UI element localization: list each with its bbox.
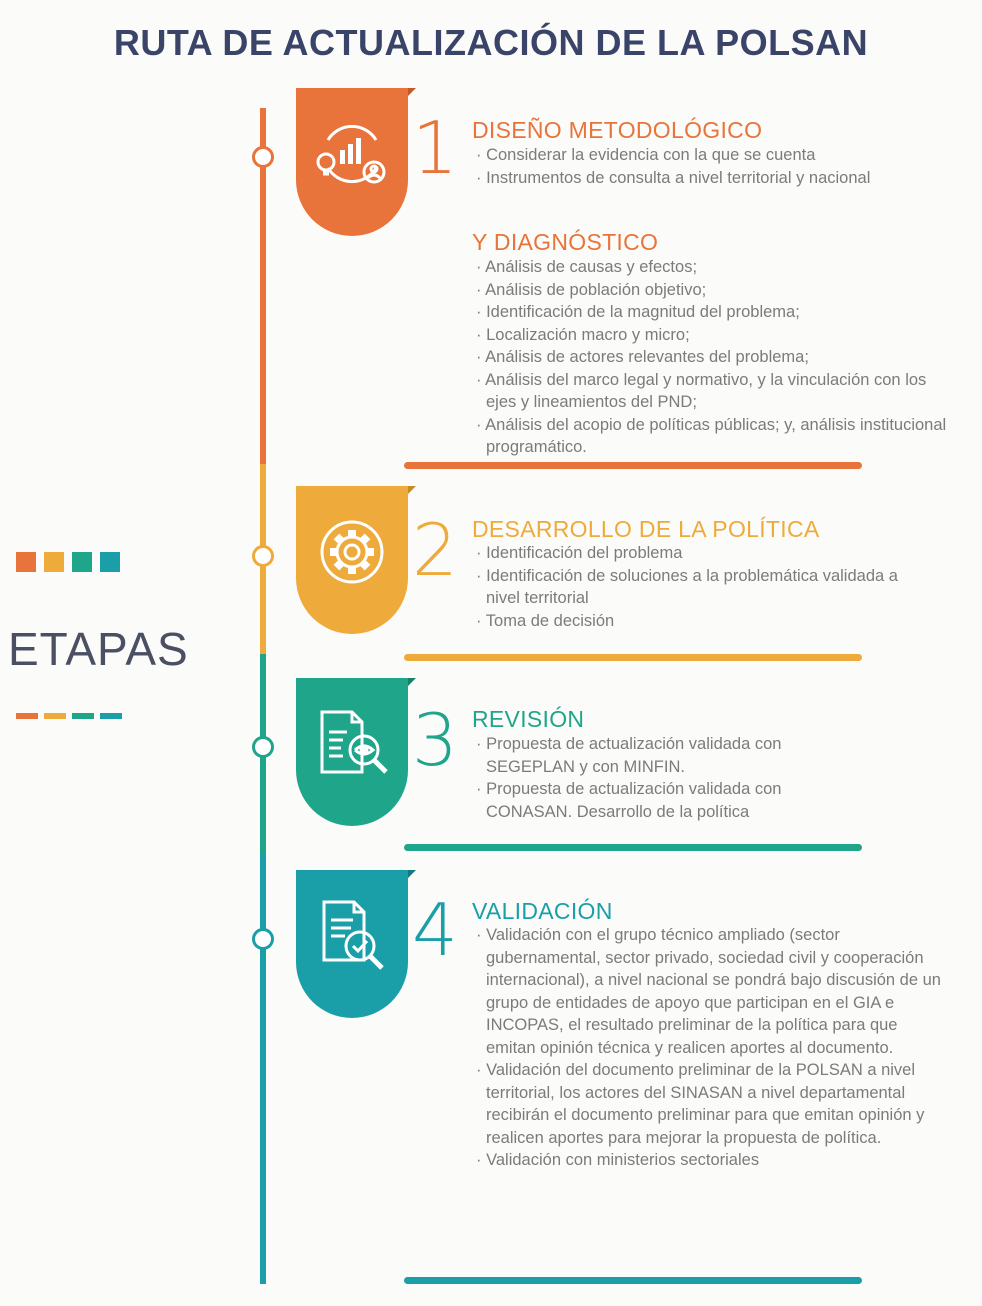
legend-dash-orange: [16, 713, 38, 719]
stage-3-number: 3: [412, 698, 458, 782]
stage-2-badge: [296, 486, 408, 634]
stage-3-divider: [404, 844, 862, 851]
list-item: · Validación del documento preliminar de la POLSAN a nivel territorial, los actores del SINASAN a nivel departamental recibirán el documento preliminar para que emitan opinión y realicen aportes para mejorar la propuesta de política.: [472, 1059, 942, 1149]
stage-3-badge: [296, 678, 408, 826]
list-item: · Análisis de actores relevantes del problema;: [472, 346, 952, 369]
stage-3-list: [472, 733, 872, 823]
stage-4-heading: VALIDACIÓN: [472, 898, 613, 924]
timeline-node-3: [252, 736, 274, 758]
legend-square-orange: [16, 552, 36, 572]
list-item: · Toma de decisión: [472, 610, 922, 633]
stage-2-divider: [404, 654, 862, 661]
list-item: · Propuesta de actualización validada con CONASAN. Desarrollo de la política: [472, 778, 872, 823]
stage-1-badge: [296, 88, 408, 236]
list-item: · Validación con el grupo técnico ampliado (sector gubernamental, sector privado, sociedad civil y cooperación internacional), a nivel nacional se pondrá bajo discusión de un grupo de entidades de apoyo que participan en el GIA e INCOPAS, el resultado preliminar de la política para que emitan opinión técnica y realicen aportes al documento.: [472, 924, 942, 1059]
stage-3-heading: REVISIÓN: [472, 706, 585, 732]
legend-dash-teal: [100, 713, 122, 719]
timeline-node-2: [252, 545, 274, 567]
list-item: · Instrumentos de consulta a nivel territorial y nacional: [472, 167, 912, 190]
stage-2-list: [472, 542, 922, 632]
list-item: · Análisis del acopio de políticas públicas; y, análisis institucional programático.: [472, 414, 952, 459]
chart-lightbulb-person-icon: [314, 116, 390, 192]
timeline-segment-4: [260, 854, 266, 1284]
document-magnifier-check-icon: [314, 898, 394, 978]
stage-4-list: [472, 924, 942, 1172]
stage-2-number: 2: [412, 508, 458, 592]
page-title: RUTA DE ACTUALIZACIÓN DE LA POLSAN: [113, 22, 869, 63]
list-item: · Análisis de población objetivo;: [472, 279, 952, 302]
list-item: · Identificación de la magnitud del problema;: [472, 301, 952, 324]
list-item: · Análisis de causas y efectos;: [472, 256, 952, 279]
stage-1-heading: DISEÑO METODOLÓGICO: [472, 117, 763, 143]
list-item: · Considerar la evidencia con la que se cuenta: [472, 144, 912, 167]
gear-icon: [314, 514, 390, 590]
list-item: · Propuesta de actualización validada con SEGEPLAN y con MINFIN.: [472, 733, 872, 778]
legend-square-green: [72, 552, 92, 572]
stage-1-subheading: Y DIAGNÓSTICO: [472, 229, 659, 255]
stage-4-divider: [404, 1277, 862, 1284]
list-item: · Análisis del marco legal y normativo, y la vinculación con los ejes y lineamientos del PND;: [472, 369, 952, 414]
list-item: · Validación con ministerios sectoriales: [472, 1149, 942, 1172]
timeline-node-1: [252, 146, 274, 168]
etapas-label: ETAPAS: [8, 623, 189, 675]
stage-1-sublist: [472, 256, 952, 459]
list-item: · Localización macro y micro;: [472, 324, 952, 347]
list-item: · Identificación de soluciones a la problemática validada a nivel territorial: [472, 565, 922, 610]
legend-square-teal: [100, 552, 120, 572]
legend-dash-green: [72, 713, 94, 719]
stage-1-number: 1: [412, 106, 458, 190]
legend-square-yellow: [44, 552, 64, 572]
stage-2-heading: DESARROLLO DE LA POLÍTICA: [472, 516, 820, 542]
stage-4-number: 4: [412, 888, 458, 972]
stage-4-badge: [296, 870, 408, 1018]
list-item: · Identificación del problema: [472, 542, 922, 565]
stage-1-list: [472, 144, 912, 189]
timeline-node-4: [252, 928, 274, 950]
stage-1-divider: [404, 462, 862, 469]
document-magnifier-eye-icon: [314, 706, 394, 786]
legend-dash-yellow: [44, 713, 66, 719]
